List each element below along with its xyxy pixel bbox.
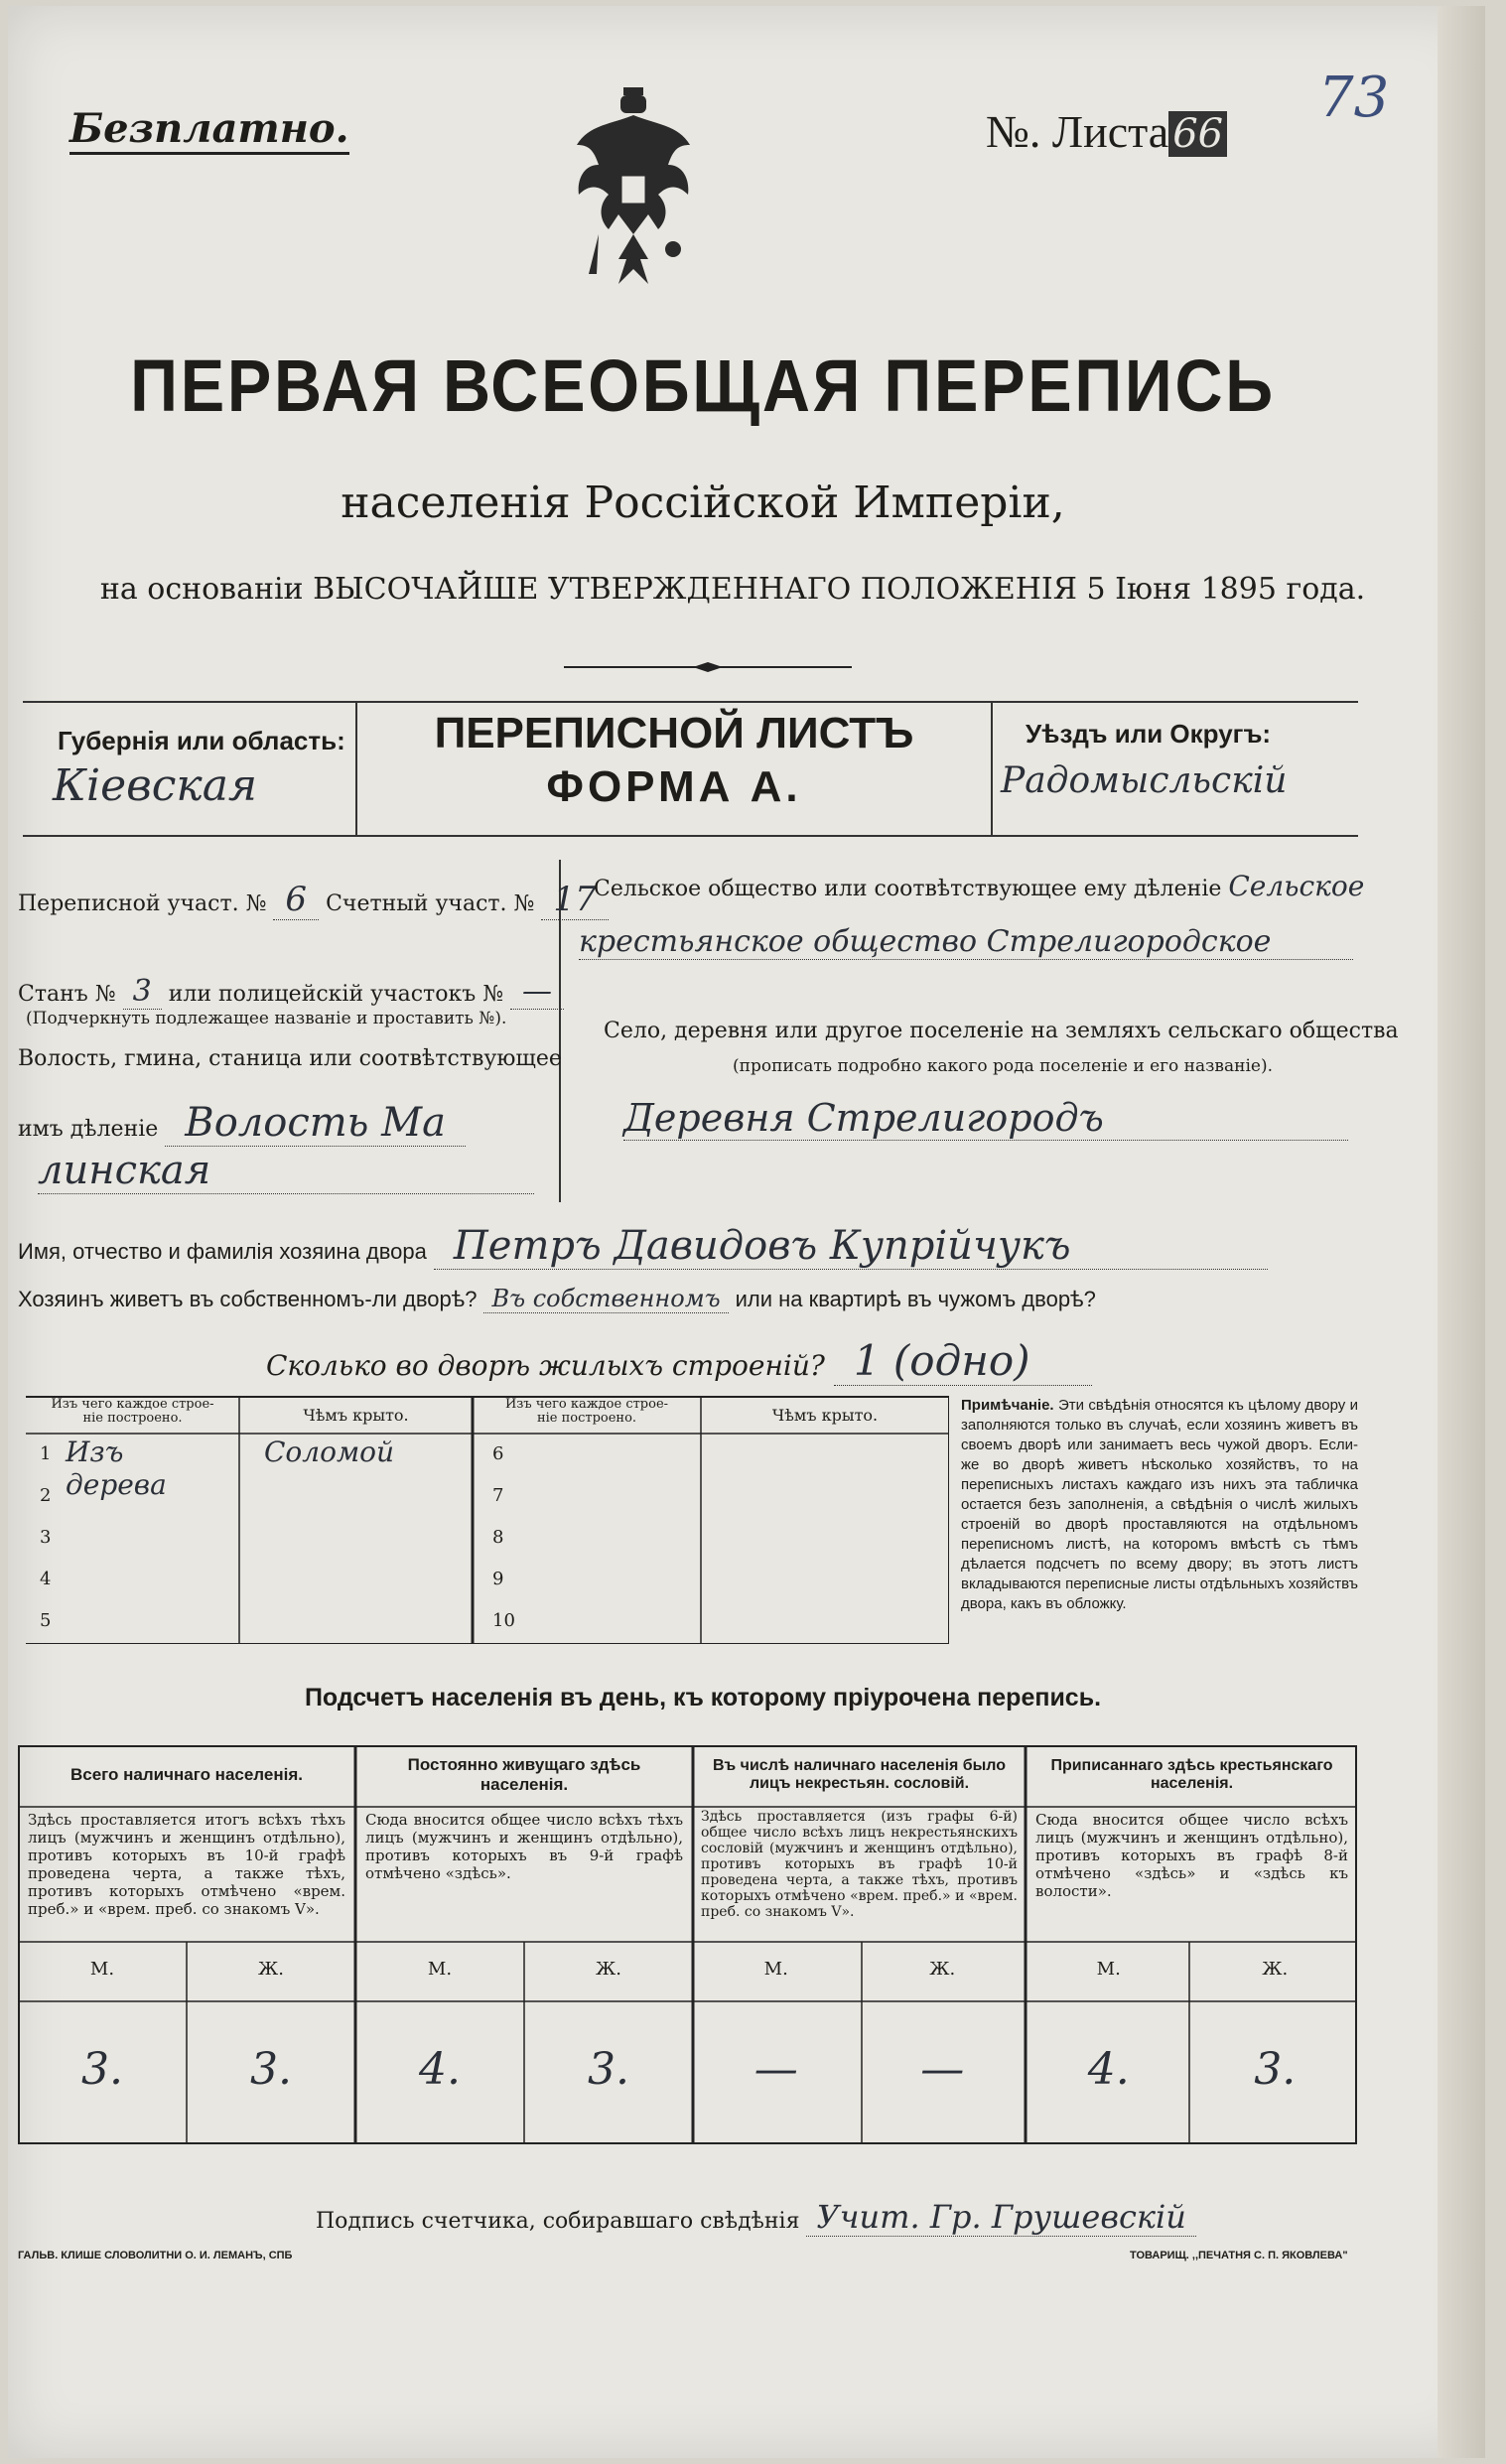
perep-value: 6 [273,880,319,920]
buildings-note [961,1396,1358,1614]
buildings-col-material: Изъ чего каждое строе- ніе построено. [51,1397,214,1426]
count-group-desc: Здѣсь проставляется итогъ всѣхъ тѣхъ лицъ (мужчинъ и женщинъ отдѣльно), противъ которыхъ въ 10-й графѣ проведена черта, а также тѣхъ, противъ которыхъ отмѣчено «врем. преб.» и «врем. преб. со знакомъ V». [28,1811,345,1918]
stan-row [18,974,564,1009]
gubernia-label: Губернія или область: [58,726,345,755]
stan-note: (Подчеркнуть подлежащее названіе и проставить №). [26,1009,507,1028]
female-label: Ж. [929,1959,956,1980]
count-group-3 [693,1745,1026,2140]
perep-label: Переписной участ. № [18,891,267,916]
selskoe-row [594,870,1364,902]
table-row: 6 [492,1443,504,1464]
table-row: 9 [492,1569,504,1589]
male-value: 3. [81,2044,123,2095]
female-value: 3. [588,2044,629,2095]
ornament-divider [564,657,852,663]
count-group-head: Постоянно живущаго здѣсь населенія. [407,1755,641,1794]
male-label: М. [427,1959,453,1980]
population-count-title: Подсчетъ населенія въ день, къ которому пріурочена перепись. [304,1684,1102,1711]
volost-row [18,1100,466,1146]
female-label: Ж. [596,1959,621,1980]
owner-lives-value: Въ собственномъ [483,1285,728,1313]
buildings-col-material-2: Изъ чего каждое строе- ніе построено. [504,1397,669,1426]
selo-label: Село, деревня или другое поселеніе на земляхъ сельскаго общества [604,1019,1399,1043]
count-group-head: Приписаннаго здѣсь крестьянскаго населенія. [1050,1757,1333,1792]
count-group-desc: Сюда вносится общее число всѣхъ тѣхъ лицъ (мужчинъ и женщинъ отдѣльно), противъ которыхъ въ 9-й графѣ отмѣчено «здѣсь». [365,1811,683,1882]
owner-lives-row [18,1285,1096,1312]
male-label: М. [763,1959,788,1980]
volost-label-2: имъ дѣленіе [18,1117,159,1142]
volost-value: Волость Ма [165,1100,466,1147]
census-form-sheet: Безплатно. №. Листа 66 73 ПЕРВАЯ ВСЕОБЩАЯ ПЕРЕПИСЬ населенія Россійской Имперіи, на основаніи ВЫСОЧАЙШЕ УТВЕРЖДЕННАГО ПОЛОЖЕНІЯ 5 Іюня 1895 года. Губернія или область: Кіевская ПЕРЕПИСНОЙ ЛИСТЪ ФОРМА А. Уѣздъ или Округъ: Радомысльскій Переписной участ. № 6 Счетный участ. № 17 Станъ № 3 или полицейскій участокъ № — (Подчеркнуть подлежащее названіе и проставить №). Волость, гмина, станица или соотвѣтствующее имъ дѣленіе Волость Ма линская Сельское общество или соотвѣтствующее ему дѣленіе Сельское крестьянское общество Стрелигородское Село, деревня или другое поселеніе на земляхъ сельскаго общества (прописать подробно какого рода поселеніе и его названіе). Деревня Стрелигородъ Имя, отчество и фамилія хозяина двора Петръ Давидовъ Купрійчукъ Хозяинъ живетъ въ собственномъ-ли дворѣ? Въ собственномъ или на квартирѣ въ чужомъ дворѣ? Сколько во дворѣ жилыхъ строеній? 1 (одно) Изъ чего каждое строе- ніе построено. Чѣмъ крыто. Изъ чего каждое строе- ніе построено. Чѣмъ крыто. 1 Изъ дерева Соломой 2 3 4 5 6 7 8 9 10 Примѣчаніе. Эти свѣдѣнія относятся къ цѣлому двору и заполняются только въ случаѣ, если хозяинъ живетъ въ своемъ дворѣ или занимаетъ весь чужой дворъ. Если-же во дворѣ живетъ нѣсколько хозяйствъ, то на переписныхъ листахъ каждаго изъ нихъ эта табличка остается безъ заполненія, а свѣдѣнія о числѣ жилыхъ строеній во дворѣ проставляются на отдѣльномъ переписномъ листѣ, на которомъ вмѣстѣ съ тѣмъ дѣлается подсчетъ по всему двору; въ этотъ листъ вкладываются переписные листы отдѣльныхъ хозяйствъ двора, какъ въ обложку. Подсчетъ населенія въ день, къ которому пріурочена перепись. Всего наличнаго населенія. Здѣсь проставляется итогъ всѣхъ тѣхъ лицъ (мужчинъ и женщинъ отдѣльно), противъ которыхъ въ 10-й графѣ проведена черта, а также тѣхъ, противъ которыхъ отмѣчено «врем. преб.» и «врем. преб. со знакомъ V». М. Ж. 3. 3. Постоянно живущаго здѣсь населенія. Сюда вносится общее число всѣхъ тѣхъ лицъ (мужчинъ и женщинъ отдѣльно), противъ которыхъ въ 9-й графѣ отмѣчено «здѣсь». М. Ж. 4. 3. Въ числѣ наличнаго населенія было лицъ некрестьян. сословій. Здѣсь проставляется (изъ графы 6-й) общее число всѣхъ лицъ некрестьянскихъ сословій (мужчинъ и женщинъ отдѣльно), противъ которыхъ въ графѣ 10-й проведена черта, а также тѣхъ, противъ которыхъ отмѣчено «врем. преб.» и «врем. преб. со знакомъ V». М. Ж. — — Приписаннаго здѣсь крестьянскаго населенія. Сюда вносится общее число всѣхъ лицъ (мужчинъ и женщинъ отдѣльно), противъ которыхъ въ графѣ 8-й отмѣчено «здѣсь» и «здѣсь къ волости». М. Ж. 4. 3. Подпись счетчика, собиравшаго свѣдѣнія Учит. Гр. Грушевскій ГАЛЬВ. КЛИШЕ СЛОВОЛИТНИ О. И. ЛЕМАНЪ, СПБ ТОВАРИЩ. ,,ПЕЧАТНЯ С. П. ЯКОВЛЕВА" [8,6,1485,2458]
sheet-number-corner: 73 [1318,66,1390,130]
count-group-desc: Сюда вносится общее число всѣхъ лицъ (мужчинъ и женщинъ отдѣльно), противъ которыхъ въ графѣ 8-й отмѣчено «здѣсь» и «здѣсь къ волости». [1035,1811,1348,1900]
building-count-value: 1 (одно) [834,1336,1092,1386]
selskoe-label: Сельское общество или соотвѣтствующее ему дѣленіе [594,877,1222,901]
police-value: — [510,974,564,1010]
count-group-4 [1026,1745,1358,2140]
printer-right: ТОВАРИЩ. ,,ПЕЧАТНЯ С. П. ЯКОВЛЕВА" [1130,2250,1348,2261]
buildings-note-title: Примѣчаніе. [961,1397,1054,1414]
count-group-head: Въ числѣ наличнаго населенія было лицъ некрестьян. сословій. [713,1757,1006,1792]
census-subtitle: населенія Россійской Имперіи, [341,478,1065,528]
count-group-1 [18,1745,355,2140]
table-row: 10 [492,1610,515,1631]
sheet-title: ПЕРЕПИСНОЙ ЛИСТЪ [434,709,914,757]
owner-name-row [18,1223,1268,1270]
volost-value-2: линская [38,1148,534,1194]
stan-value: 3 [123,974,162,1010]
imperial-eagle-emblem [569,85,698,304]
free-label: Безплатно. [69,105,349,155]
female-value: 3. [1254,2044,1297,2095]
sheet-number-value: 66 [1168,111,1227,157]
selskoe-value-2: крестьянское общество Стрелигородское [579,924,1353,960]
census-basis: на основаніи ВЫСОЧАЙШЕ УТВЕРЖДЕННАГО ПОЛОЖЕНІЯ 5 Іюня 1895 года. [99,572,1366,607]
table-row: 7 [492,1485,504,1506]
count-group-head: Всего наличнаго населенія. [70,1765,303,1784]
uezd-value: Радомысльскій [1001,760,1288,801]
building-count-label: Сколько во дворѣ жилыхъ строеній? [266,1349,825,1382]
building-count-row [266,1336,1092,1386]
owner-name-value: Петръ Давидовъ Купрійчукъ [434,1223,1268,1270]
signature-label: Подпись счетчика, собиравшаго свѣдѣнія [316,2209,800,2234]
volost-label: Волость, гмина, станица или соотвѣтствующее [18,1046,562,1071]
census-title: ПЕРВАЯ ВСЕОБЩАЯ ПЕРЕПИСЬ [130,344,1276,427]
gubernia-value: Кіевская [53,760,258,811]
owner-lives-label-2: или на квартирѣ въ чужомъ дворѣ? [735,1287,1096,1311]
uezd-label: Уѣздъ или Округъ: [1026,719,1272,749]
male-value: 4. [1087,2044,1130,2095]
female-value: — [920,2044,965,2095]
schet-value: 17 [541,880,608,920]
schet-label: Счетный участ. № [326,891,535,916]
female-value: 3. [250,2044,292,2095]
count-group-desc: Здѣсь проставляется (изъ графы 6-й) общее число всѣхъ лицъ некрестьянскихъ сословій (мужчинъ и женщинъ отдѣльно), противъ которыхъ въ графѣ 10-й проведена черта, а также тѣхъ, противъ которыхъ отмѣчено «врем. преб.» и «врем. преб. со знакомъ V». [701,1809,1018,1920]
table-row: 8 [492,1527,504,1548]
selo-note: (прописать подробно какого рода поселеніе и его названіе). [733,1056,1273,1076]
male-value: — [753,2044,798,2095]
buildings-rows-right [492,1436,515,1644]
buildings-col-roof: Чѣмъ крыто. [303,1406,409,1425]
police-label: или полицейскій участокъ № [168,982,504,1007]
stan-label: Станъ № [18,982,116,1007]
population-count-table [18,1745,1358,2144]
female-label: Ж. [258,1959,284,1980]
printer-left: ГАЛЬВ. КЛИШЕ СЛОВОЛИТНИ О. И. ЛЕМАНЪ, СПБ [18,2250,293,2261]
male-label: М. [1096,1959,1121,1980]
count-group-2 [355,1745,693,2140]
male-label: М. [89,1959,115,1980]
perep-row [18,880,609,919]
selo-value: Деревня Стрелигородъ [623,1096,1348,1141]
page-edge [1438,6,1485,2458]
buildings-col-roof-2: Чѣмъ крыто. [771,1406,879,1425]
selskoe-value: Сельское [1228,870,1365,902]
sheet-number-label [986,105,1227,158]
owner-name-label: Имя, отчество и фамилія хозяина двора [18,1239,427,1264]
sheet-number-text: №. Листа [986,106,1169,157]
signature-value: Учит. Гр. Грушевскій [806,2198,1195,2237]
female-label: Ж. [1262,1959,1289,1980]
form-title: ФОРМА А. [546,762,802,811]
buildings-note-text: Эти свѣдѣнія относятся къ цѣлому двору и заполняются только въ случаѣ, если хозяинъ живетъ въ своемъ дворѣ или занимаетъ весь чужой дворъ. Если-же во дворѣ живетъ нѣсколько хозяйствъ, то на переписныхъ листахъ каждаго изъ нихъ эта табличка остается безъ заполненія, а свѣдѣнія о числѣ жилыхъ строеній во дворѣ проставляются на отдѣльномъ переписномъ листѣ, на которомъ вмѣстѣ съ тѣмъ дѣлается подсчетъ по всему двору; въ этотъ листъ вкладываются переписные листы отдѣльныхъ хозяйствъ двора, какъ въ обложку. [961,1397,1359,1612]
male-value: 4. [419,2044,461,2095]
owner-lives-label: Хозяинъ живетъ въ собственномъ-ли дворѣ? [18,1287,478,1311]
signature-row [316,2198,1196,2236]
